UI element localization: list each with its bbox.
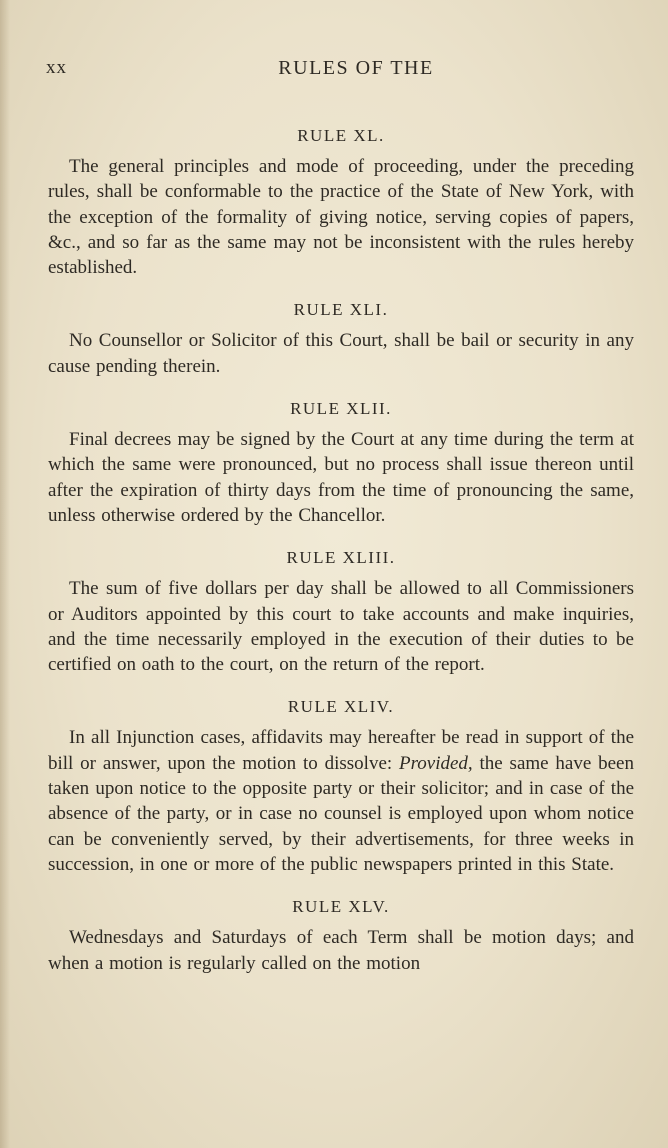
rule-title: RULE XLII. bbox=[290, 399, 392, 419]
rule-title: RULE XLV. bbox=[292, 897, 390, 917]
rule-title: RULE XLIV. bbox=[287, 697, 395, 717]
rule-text: Final decrees may be signed by the Court at any time during the term at which the same were pronounced, but no process shall issue thereon until after the expiration of thirty days from the time of pronouncing the same, unless otherwise ordered by the Chancellor. bbox=[48, 429, 634, 526]
page-body bbox=[48, 126, 634, 996]
rule-text bbox=[48, 725, 634, 877]
rule-title: RULE XLIII. bbox=[286, 548, 396, 568]
rule-title: RULE XLI. bbox=[293, 300, 389, 320]
rule-xliii bbox=[48, 548, 634, 677]
rule-title: RULE XL. bbox=[297, 126, 385, 145]
running-head: RULES OF THE bbox=[278, 57, 434, 79]
rule-text: Wednesdays and Saturdays of each Term shall be motion days; and when a motion is regularly called on the motion bbox=[48, 927, 634, 974]
page-number: xx bbox=[46, 57, 67, 78]
rule-xli bbox=[48, 300, 634, 379]
rule-text: The sum of five dollars per day shall be allowed to all Commissioners or Auditors appointed by this court to take accounts and make inquiries, and the time necessarily employed in the execution of their duties to be certified on oath to the court, on the return of the report. bbox=[48, 578, 634, 676]
rule-text: No Counsellor or Solicitor of this Court, shall be bail or security in any cause pending therein. bbox=[48, 330, 634, 377]
page-edge-shadow bbox=[0, 0, 10, 1148]
rule-text-part: In all Injunction cases, affidavits may hereafter be read in support of the bill or answer, upon the motion to dissolve: bbox=[48, 727, 634, 774]
rule-xl bbox=[48, 126, 634, 280]
rule-text-italic: Provided, bbox=[398, 752, 473, 774]
rule-xlv bbox=[48, 897, 634, 976]
rule-text-part: the same have been taken upon notice to the opposite party or their solicitor; and in case of the absence of the party, or in case no counsel is employed upon whom notice can be conveniently served, by their advertisements, for three weeks in succession, in one or more of the public newspapers printed in this State. bbox=[48, 752, 634, 875]
rule-xliv bbox=[48, 697, 634, 877]
rule-text: The general principles and mode of proceeding, under the preceding rules, shall be conformable to the practice of the State of New York, with the exception of the formality of giving notice, serving copies of papers, &c., and so far as the same may not be inconsistent with the rules hereby established. bbox=[48, 156, 634, 279]
page-header bbox=[46, 57, 636, 87]
rule-xlii bbox=[48, 399, 634, 528]
